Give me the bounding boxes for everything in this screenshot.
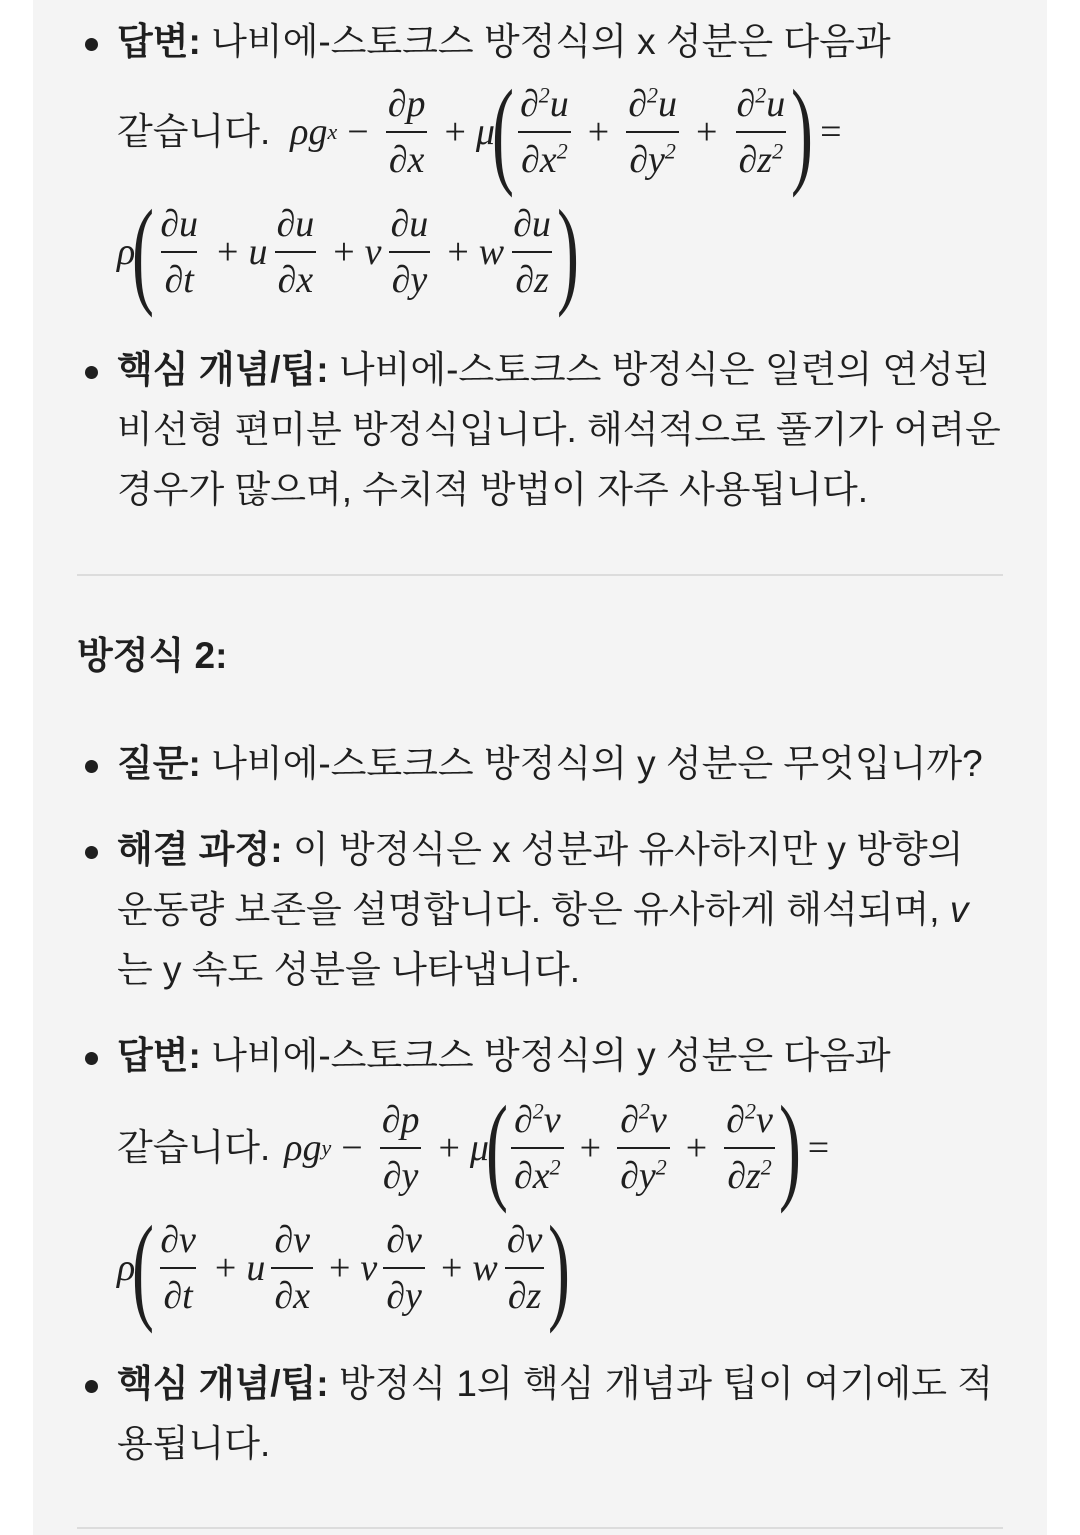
equation-2-line-1 [117, 1081, 1007, 1214]
partial-symbol: ∂ [628, 83, 647, 125]
plus-operator: + [685, 1127, 708, 1169]
minus-operator: − [341, 1127, 363, 1169]
exponent: 2 [646, 82, 658, 108]
denominator: ∂y [380, 1147, 422, 1195]
numerator: ∂u [276, 203, 315, 245]
fraction-d2u-dy2 [625, 82, 680, 181]
numerator: ∂v [160, 1219, 196, 1261]
plus-operator: + [333, 231, 355, 273]
list-item [77, 820, 1003, 1000]
partial-symbol: ∂ [519, 83, 539, 125]
fraction-du-dt [157, 205, 201, 299]
denominator: ∂z [738, 139, 773, 181]
fraction-du-dx [273, 205, 317, 299]
list-item [77, 340, 1003, 520]
plus-operator: + [328, 1247, 351, 1289]
left-paren: ( [132, 185, 155, 318]
u-var: u [549, 83, 569, 125]
fraction-d2v-dy2 [617, 1098, 670, 1197]
section-1-answer [77, 12, 1003, 72]
key-text: 방정식 1의 핵심 개념과 팁이 여기에도 적용됩니다. [117, 1363, 994, 1464]
plus-operator: + [695, 111, 718, 153]
key-text: 나비에-스토크스 방정식은 일련의 연성된 비선형 편미분 방정식입니다. 해석적으로 풀기가 어려운 경우가 많으며, 수치적 방법이 자주 사용됩니다. [117, 349, 1001, 510]
right-paren: ) [778, 1081, 801, 1214]
equation-x-rhs [117, 185, 579, 318]
numerator: ∂v [506, 1219, 543, 1261]
list-item [77, 1026, 1003, 1086]
v-variable: v [949, 889, 969, 930]
exponent: 2 [638, 1098, 650, 1124]
content-panel [33, 0, 1047, 1535]
equation-y-rhs [117, 1201, 571, 1334]
fraction-du-dz [510, 205, 554, 299]
right-paren: ) [791, 65, 814, 198]
exponent: 2 [532, 1098, 544, 1124]
plus-operator: + [444, 111, 466, 153]
exponent: 2 [538, 82, 550, 108]
list-item [77, 734, 1003, 794]
left-paren: ( [132, 1201, 155, 1334]
list-item [77, 1354, 1003, 1474]
section-2-process [77, 820, 1003, 1000]
denominator: ∂y [620, 1155, 656, 1197]
denominator: ∂t [161, 251, 196, 299]
partial-symbol: ∂ [513, 1099, 533, 1141]
v-var: v [360, 1247, 378, 1289]
fraction-d2u-dx2 [517, 82, 572, 181]
exponent: 2 [664, 138, 676, 164]
equation-1-line-1 [117, 65, 1007, 198]
partial-symbol: ∂ [736, 83, 756, 125]
equals-operator: = [820, 111, 842, 153]
list-item [77, 12, 1003, 72]
denominator: ∂y [629, 139, 665, 181]
u-var: u [657, 83, 677, 125]
v-var: v [755, 1099, 773, 1141]
denominator: ∂y [383, 1267, 425, 1315]
mu-symbol: μ [475, 111, 495, 153]
answer-label: 답변: [117, 21, 201, 62]
plus-operator: + [440, 1247, 463, 1289]
answer-text: 나비에-스토크스 방정식의 x 성분은 다음과 [200, 21, 891, 62]
answer-label: 답변: [117, 1035, 201, 1076]
exponent: 2 [549, 1154, 561, 1180]
fraction-dv-dz [504, 1221, 546, 1315]
rho-symbol: ρ [290, 111, 309, 153]
left-paren: ( [491, 65, 514, 198]
numerator: ∂u [390, 203, 429, 245]
v-var: v [364, 231, 382, 273]
question-text: 나비에-스토크스 방정식의 y 성분은 무엇입니까? [200, 743, 983, 784]
denominator: ∂x [275, 251, 317, 299]
plus-operator: + [438, 1127, 460, 1169]
section-2-question [77, 734, 1003, 794]
key-label: 핵심 개념/팁: [117, 1363, 329, 1404]
fraction-dp-dx [385, 85, 429, 179]
exponent: 2 [556, 138, 568, 164]
fraction-d2v-dx2 [511, 1098, 564, 1197]
section-1-key [77, 340, 1003, 520]
v-var: v [649, 1099, 667, 1141]
process-text-end: 는 y 속도 성분을 나타냅니다. [117, 949, 581, 990]
plus-operator: + [214, 1247, 237, 1289]
fraction-dv-dy [383, 1221, 425, 1315]
plus-operator: + [587, 111, 610, 153]
fraction-dv-dx [271, 1221, 313, 1315]
process-label: 해결 과정: [117, 829, 283, 870]
exponent: 2 [744, 1098, 756, 1124]
w-var: w [472, 1247, 498, 1289]
denominator: ∂t [160, 1267, 195, 1315]
exponent: 2 [655, 1154, 667, 1180]
section-2-key [77, 1354, 1003, 1474]
exponent: 2 [755, 82, 767, 108]
equals-operator: = [807, 1127, 830, 1169]
numerator: ∂u [160, 203, 198, 245]
equation-y-lhs: ρ g y − $\frac{\partial p}{\partial y}$ + μ ( $\frac{\partial^2v}{\partial x^2}$ + $\frac{\partial^2v}{\partial y^2}$ + $\frac{\partial^2v}{\partial z^2}$ ) = [284, 1081, 830, 1214]
rho-symbol: ρ [117, 231, 136, 273]
exponent: 2 [760, 1154, 772, 1180]
plus-operator: + [579, 1127, 602, 1169]
denominator: ∂z [512, 251, 552, 299]
g-symbol: g [302, 1127, 322, 1169]
key-label: 핵심 개념/팁: [117, 349, 329, 390]
fraction-du-dy [388, 205, 432, 299]
divider [77, 574, 1003, 576]
denominator: ∂x [386, 131, 428, 179]
v-var: v [543, 1099, 561, 1141]
equation-x-lhs: ρ g x − $\frac{\partial p}{\partial x}$ + μ ( $\frac{\partial^2u}{\partial x^2}$ + $\frac{\partial^2u}{\partial y^2}$ + $\frac{\partial^2u}{\partial z^2}$ ) = [290, 65, 842, 198]
denominator: ∂z [505, 1267, 545, 1315]
u-var: u [246, 1247, 266, 1289]
answer-text-cont: 같습니다. [117, 111, 271, 152]
rho-symbol: ρ [117, 1247, 136, 1289]
equation-2-line-2 [117, 1201, 1007, 1334]
w-var: w [478, 231, 505, 273]
answer-text: 나비에-스토크스 방정식의 y 성분은 다음과 [200, 1035, 891, 1076]
divider [77, 1527, 1003, 1529]
u-var: u [248, 231, 268, 273]
g-symbol: g [308, 111, 328, 153]
left-paren: ( [485, 1081, 508, 1214]
fraction-d2v-dz2 [723, 1098, 776, 1197]
fraction-dv-dt [157, 1221, 199, 1315]
fraction-dp-dy [379, 1101, 423, 1195]
denominator: ∂x [271, 1267, 313, 1315]
numerator: ∂v [274, 1219, 310, 1261]
section-2-title: 방정식 2: [77, 635, 228, 676]
fraction-d2u-dz2 [733, 82, 788, 181]
denominator: ∂y [389, 251, 431, 299]
equation-1-line-2 [117, 185, 1007, 318]
plus-operator: + [447, 231, 469, 273]
right-paren: ) [548, 1201, 571, 1334]
denominator: ∂z [727, 1155, 761, 1197]
denominator: ∂x [513, 1155, 550, 1197]
minus-operator: − [347, 111, 369, 153]
partial-symbol: ∂ [620, 1099, 639, 1141]
mu-symbol: μ [469, 1127, 489, 1169]
right-paren: ) [556, 185, 579, 318]
answer-text-cont: 같습니다. [117, 1127, 271, 1168]
numerator: ∂p [387, 83, 426, 125]
exponent: 2 [772, 138, 784, 164]
numerator: ∂u [513, 203, 551, 245]
question-label: 질문: [117, 743, 201, 784]
section-2-answer [77, 1026, 1003, 1086]
rho-symbol: ρ [284, 1127, 303, 1169]
process-text: 이 방정식은 x 성분과 유사하지만 y 방향의 운동량 보존을 설명합니다. 항은 유사하게 해석되며, [117, 829, 964, 930]
denominator: ∂x [521, 139, 557, 181]
numerator: ∂v [386, 1219, 422, 1261]
partial-symbol: ∂ [726, 1099, 745, 1141]
numerator: ∂p [381, 1099, 420, 1141]
plus-operator: + [217, 231, 239, 273]
u-var: u [766, 83, 786, 125]
